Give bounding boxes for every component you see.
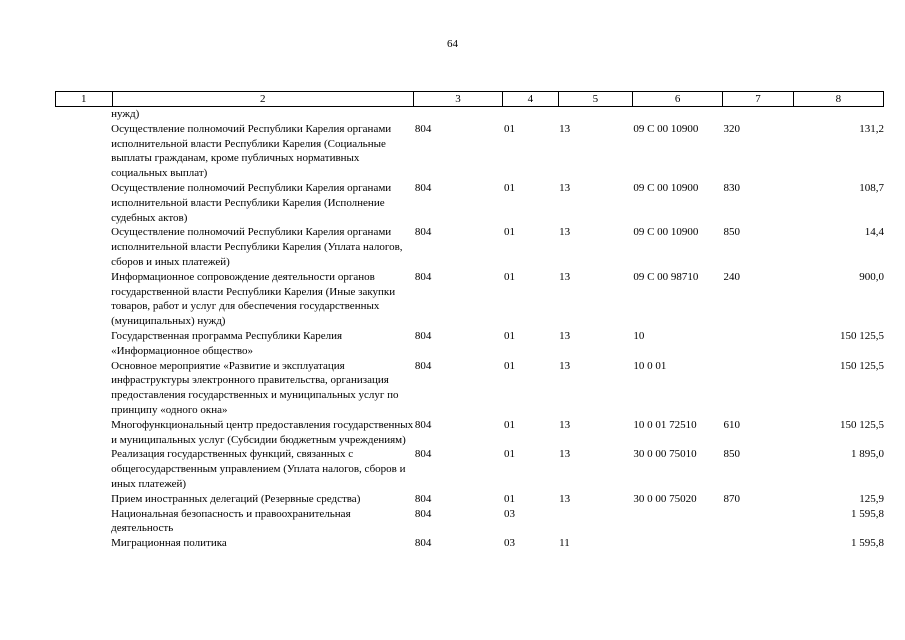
row-cell-c6: 09 С 00 98710	[633, 270, 699, 283]
table-row	[55, 181, 884, 225]
row-cell-c5: 13	[559, 359, 571, 372]
row-description: Осуществление полномочий Республики Карелия органами исполнительной власти Республики Карелия (Социальные выплаты гражданам, кроме публичных нормативных социальных выплат)	[111, 122, 392, 180]
table-row	[55, 418, 884, 448]
row-cell-c7	[724, 507, 794, 537]
header-col-5: 5	[558, 92, 632, 107]
row-description: Многофункциональный центр предоставления государственных и муниципальных услуг (Субсидии бюджетным учреждениям)	[111, 418, 414, 446]
row-cell-c5: 11	[559, 537, 570, 550]
row-cell-c8: 1 595,8	[851, 537, 884, 550]
header-col-8: 8	[793, 92, 883, 107]
row-cell-c8: 108,7	[859, 181, 884, 194]
row-cell-c3: 804	[414, 122, 432, 135]
row-cell-c4: 01	[504, 226, 516, 239]
budget-table	[55, 107, 884, 551]
row-cell-c4: 01	[504, 418, 516, 431]
row-cell-c4: 01	[504, 122, 516, 135]
row-cell-c8: 1 895,0	[851, 448, 884, 461]
row-cell-c3: 804	[414, 492, 432, 505]
row-cell-c6: 10 0 01	[633, 359, 667, 372]
row-cell-c7: 240	[723, 270, 741, 283]
row-cell-c6: 30 0 00 75010	[633, 448, 697, 461]
row-description: Реализация государственных функций, связанных с общегосударственным управлением (Уплата налогов, сборов и иных платежей)	[111, 448, 406, 490]
table-row	[55, 536, 884, 551]
row-cell-c6: 09 С 00 10900	[633, 122, 699, 135]
row-cell-c5: 13	[559, 418, 571, 431]
row-cell-c3: 804	[414, 226, 432, 239]
header-col-3: 3	[413, 92, 502, 107]
row-cell-c3: 804	[414, 329, 432, 342]
row-cell-c8	[794, 107, 884, 122]
table-row	[55, 492, 884, 507]
row-cell-c6: 10 0 01 72510	[633, 418, 697, 431]
row-cell-c7	[724, 359, 794, 418]
row-cell-empty	[55, 225, 111, 269]
row-cell-c4	[504, 107, 559, 122]
header-col-7: 7	[723, 92, 793, 107]
row-cell-c3: 804	[414, 448, 432, 461]
header-col-2: 2	[112, 92, 413, 107]
row-cell-c4: 01	[504, 359, 516, 372]
table-header	[55, 91, 884, 107]
row-cell-c3: 804	[414, 359, 432, 372]
row-description: Государственная программа Республики Карелия «Информационное общество»	[111, 329, 343, 357]
row-description: Информационное сопровождение деятельности органов государственной власти Республики Карелия (Иные закупки товаров, работ и услуг для обеспечения государственных (муниципальных) нужд)	[111, 270, 396, 328]
row-description: Осуществление полномочий Республики Карелия органами исполнительной власти Республики Карелия (Исполнение судебных актов)	[111, 181, 392, 224]
table-row	[55, 270, 884, 329]
header-col-4: 4	[503, 92, 559, 107]
row-description: Осуществление полномочий Республики Карелия органами исполнительной власти Республики Карелия (Уплата налогов, сборов и иных платежей)	[111, 226, 403, 268]
row-cell-c7: 850	[723, 448, 741, 461]
row-cell-c8: 150 125,5	[840, 359, 884, 372]
table-row	[55, 122, 884, 181]
page-number: 64	[447, 38, 458, 50]
table-row	[55, 225, 884, 269]
row-cell-empty	[55, 492, 111, 507]
row-cell-c7	[724, 329, 794, 359]
row-cell-empty	[55, 507, 111, 537]
row-cell-c6	[633, 536, 723, 551]
row-cell-empty	[55, 359, 111, 418]
row-cell-c3: 804	[414, 270, 432, 283]
row-cell-c8: 900,0	[859, 270, 884, 283]
row-cell-c5: 13	[559, 270, 571, 283]
row-cell-c5: 13	[559, 181, 571, 194]
row-cell-c5	[559, 107, 633, 122]
row-cell-c5: 13	[559, 226, 571, 239]
row-cell-c3	[415, 107, 504, 122]
row-cell-c6: 30 0 00 75020	[633, 492, 697, 505]
row-cell-c6: 09 С 00 10900	[633, 226, 699, 239]
row-cell-empty	[55, 270, 111, 329]
header-col-1: 1	[56, 92, 113, 107]
row-cell-c4: 01	[504, 492, 516, 505]
row-cell-c5: 13	[559, 492, 571, 505]
row-description: Прием иностранных делегаций (Резервные средства)	[111, 492, 361, 505]
table-row	[55, 107, 884, 122]
row-cell-c8: 14,4	[864, 226, 884, 239]
row-cell-c5: 13	[559, 122, 571, 135]
row-cell-c5: 13	[559, 329, 571, 342]
table-row	[55, 329, 884, 359]
row-cell-c4: 01	[504, 329, 516, 342]
row-cell-c4: 01	[504, 270, 516, 283]
row-cell-empty	[55, 122, 111, 181]
header-col-6: 6	[633, 92, 723, 107]
table-row	[55, 447, 884, 491]
row-cell-c6: 10	[633, 329, 645, 342]
row-cell-c5	[559, 507, 633, 537]
row-cell-empty	[55, 107, 111, 122]
row-cell-c8: 131,2	[859, 122, 884, 135]
row-cell-c6	[633, 107, 723, 122]
row-cell-c7	[724, 107, 794, 122]
row-description: нужд)	[111, 108, 140, 120]
row-cell-c8: 150 125,5	[840, 329, 884, 342]
row-cell-empty	[55, 447, 111, 491]
row-cell-empty	[55, 181, 111, 225]
table-row	[55, 507, 884, 537]
row-cell-c3: 804	[414, 537, 432, 550]
row-cell-c8: 150 125,5	[840, 418, 884, 431]
row-description: Основное мероприятие «Развитие и эксплуатация инфраструктуры электронного правительства, организация предоставления государственных и муниципальных услуг по принципу «одного окна»	[111, 359, 399, 416]
row-cell-c7: 610	[723, 418, 741, 431]
row-cell-c6: 09 С 00 10900	[633, 181, 699, 194]
row-cell-empty	[55, 329, 111, 359]
row-cell-c3: 804	[414, 418, 432, 431]
row-cell-c4: 01	[504, 181, 516, 194]
row-cell-c5: 13	[559, 448, 571, 461]
row-cell-empty	[55, 418, 111, 448]
row-description: Миграционная политика	[111, 537, 227, 550]
row-cell-c7: 850	[723, 226, 741, 239]
row-cell-c7: 830	[723, 181, 741, 194]
row-cell-c6	[633, 507, 723, 537]
row-cell-c4: 03	[504, 537, 516, 550]
row-cell-empty	[55, 536, 111, 551]
row-cell-c7: 320	[723, 122, 741, 135]
row-description: Национальная безопасность и правоохранительная деятельность	[111, 507, 351, 535]
row-cell-c7: 870	[723, 492, 741, 505]
table-row	[55, 359, 884, 418]
row-cell-c8: 1 595,8	[851, 507, 884, 520]
row-cell-c3: 804	[414, 507, 432, 520]
row-cell-c3: 804	[414, 181, 432, 194]
row-cell-c4: 03	[504, 507, 516, 520]
row-cell-c7	[724, 536, 794, 551]
row-cell-c4: 01	[504, 448, 516, 461]
row-cell-c8: 125,9	[859, 492, 884, 505]
